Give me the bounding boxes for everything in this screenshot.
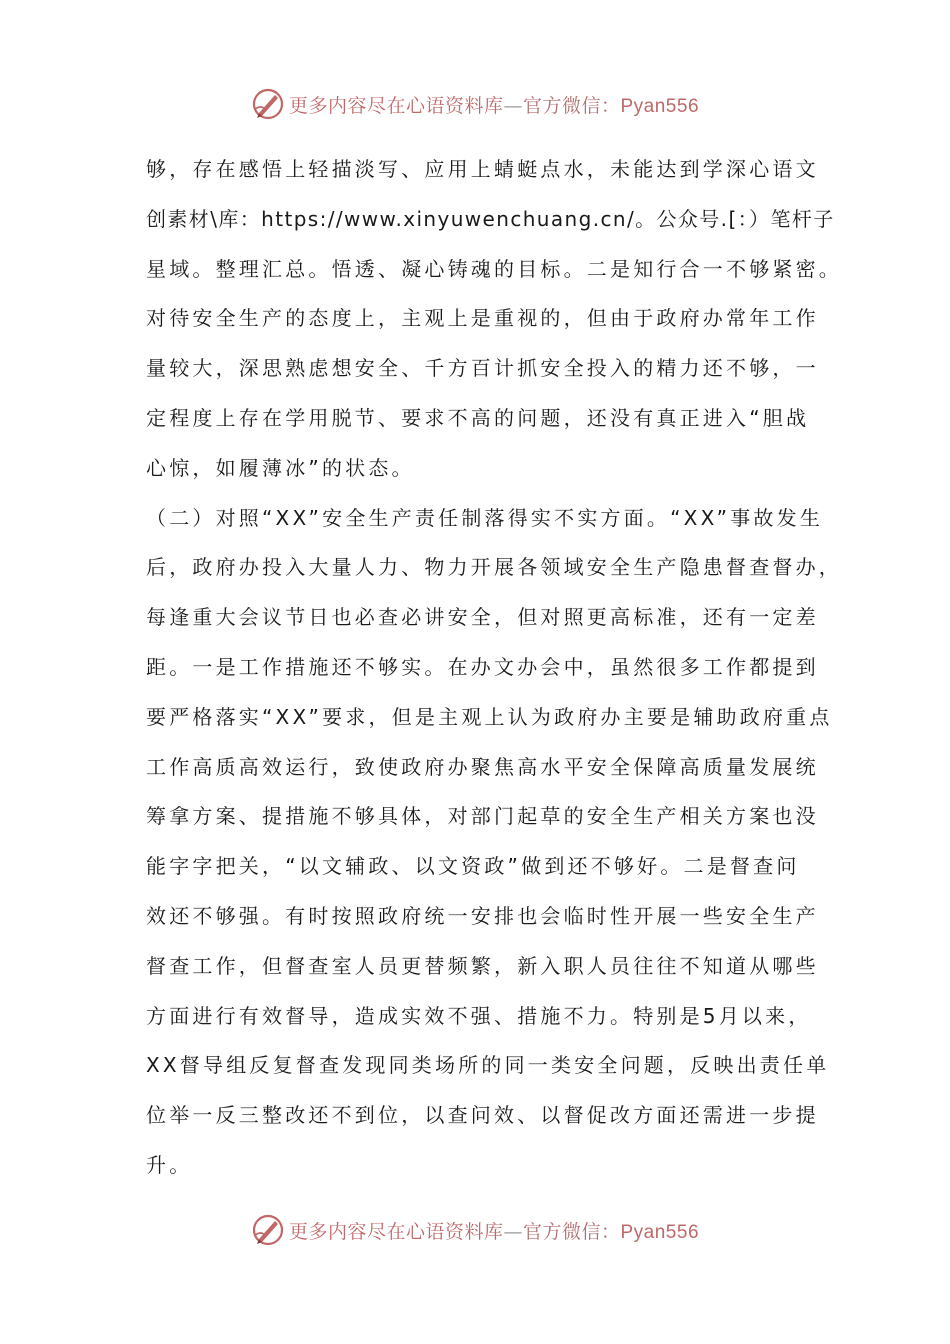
body-line: 方面进行有效督导，造成实效不强、措施不力。特别是5月以来， — [146, 1003, 812, 1028]
body-line: 星域。整理汇总。悟透、凝心铸魂的目标。二是知行合一不够紧密。 — [146, 256, 842, 281]
body-line: 距。一是工作措施还不够实。在办文办会中，虽然很多工作都提到 — [146, 654, 819, 679]
pen-logo-icon — [251, 1213, 285, 1247]
body-line: 够，存在感悟上轻描淡写、应用上蜻蜓点水，未能达到学深心语文 — [146, 157, 819, 181]
body-line: XX督导组反复督查发现同类场所的同一类安全问题，反映出责任单 — [146, 1053, 830, 1078]
banner-wechat-label: 官方微信： — [522, 94, 621, 117]
body-line: 每逢重大会议节日也必查必讲安全，但对照更高标准，还有一定差 — [146, 605, 819, 630]
body-line: 后，政府办投入大量人力、物力开展各领域安全生产隐患督查督办， — [146, 555, 842, 580]
body-line: 创素材\库：https://www.xinyuwenchuang.cn/。公众号.[：）笔杆子 — [146, 206, 835, 231]
body-line: 量较大，深思熟虑想安全、千方百计抓安全投入的精力还不够，一 — [146, 356, 819, 381]
body-line: 工作高质高效运行，致使政府办聚焦高水平安全保障高质量发展统 — [146, 754, 819, 779]
body-line: 对待安全生产的态度上，主观上是重视的，但由于政府办常年工作 — [146, 306, 819, 331]
body-line: 心惊，如履薄冰”的状态。 — [146, 455, 415, 480]
banner-text — [289, 1217, 699, 1244]
banner-wechat-id: Pyan556 — [620, 1221, 700, 1243]
document-body — [146, 145, 842, 1191]
body-line: （二）对照“XX”安全生产责任制落得实不实方面。“XX”事故发生 — [146, 505, 824, 530]
footer-banner — [0, 1210, 950, 1250]
banner-dash: — — [503, 1220, 523, 1243]
banner-brand: 更多内容尽在心语资料库 — [288, 94, 504, 117]
banner-wechat-label: 官方微信： — [522, 1220, 621, 1243]
pen-logo-icon — [251, 87, 285, 121]
banner-brand: 更多内容尽在心语资料库 — [288, 1220, 504, 1243]
body-line: 定程度上存在学用脱节、要求不高的问题，还没有真正进入“胆战 — [146, 405, 810, 430]
body-line: 升。 — [146, 1152, 193, 1177]
banner-wechat-id: Pyan556 — [620, 95, 700, 117]
body-line: 督查工作，但督查室人员更替频繁，新入职人员往往不知道从哪些 — [146, 953, 819, 978]
banner-dash: — — [503, 94, 523, 117]
body-line: 效还不够强。有时按照政府统一安排也会临时性开展一些安全生产 — [146, 903, 819, 928]
body-line: 能字字把关，“以文辅政、以文资政”做到还不够好。二是督查问 — [146, 854, 800, 879]
banner-text — [289, 91, 699, 118]
header-banner — [0, 84, 950, 124]
body-line: 位举一反三整改还不到位，以查问效、以督促改方面还需进一步提 — [146, 1103, 819, 1128]
body-line: 要严格落实“XX”要求，但是主观上认为政府办主要是辅助政府重点 — [146, 704, 833, 729]
body-line: 筹拿方案、提措施不够具体，对部门起草的安全生产相关方案也没 — [146, 804, 819, 829]
